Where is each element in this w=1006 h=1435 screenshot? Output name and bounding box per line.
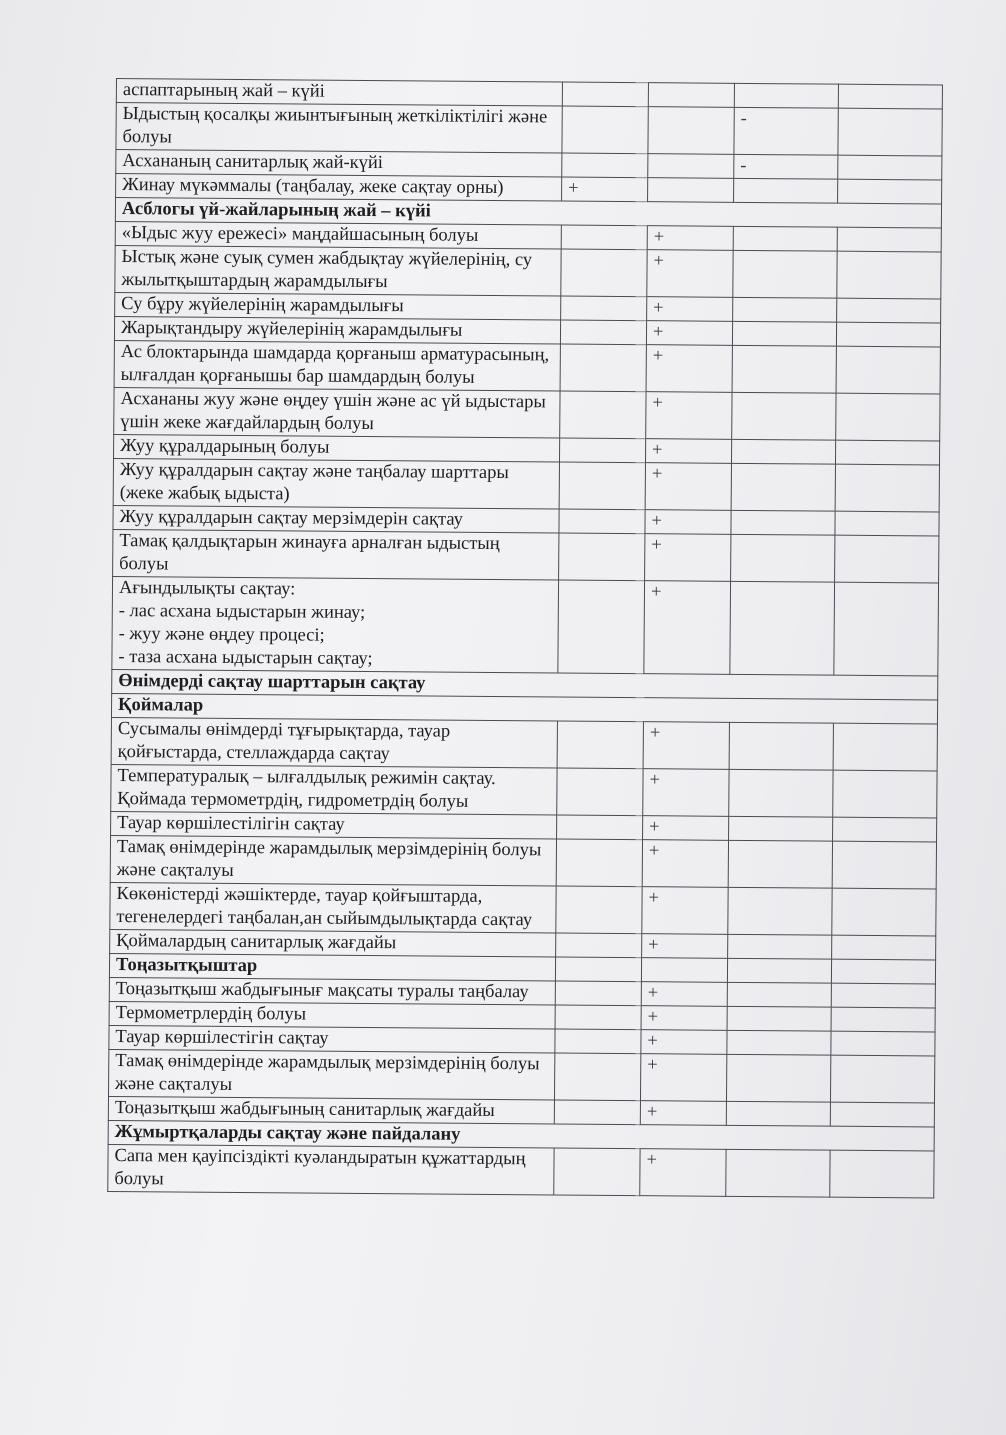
mark-cell-1 <box>555 1005 641 1030</box>
mark-cell-3 <box>728 934 832 959</box>
mark-cell-1 <box>562 106 648 154</box>
criterion-label: Су бұру жүйелерінің жарамдылығы <box>115 292 561 320</box>
mark-cell-1: + <box>562 177 648 202</box>
mark-cell-1 <box>555 957 641 982</box>
mark-cell-4 <box>832 888 936 936</box>
mark-cell-2: + <box>641 1030 727 1055</box>
section-title: Жұмыртқаларды сақтау және пайдалану <box>108 1120 934 1150</box>
mark-cell-4 <box>832 935 936 960</box>
mark-cell-2: + <box>646 321 732 346</box>
mark-cell-4 <box>836 346 940 394</box>
mark-cell-1 <box>554 1148 640 1196</box>
mark-cell-2 <box>648 178 734 203</box>
mark-cell-2: + <box>642 840 728 888</box>
criterion-label: Жуу құралдарын сақтау және таңбалау шарттары (жеке жабық ыдыста) <box>113 458 559 509</box>
mark-cell-1 <box>556 839 642 887</box>
criterion-label: Жуу құралдарының болуы <box>114 434 560 462</box>
table-row <box>114 340 940 393</box>
mark-cell-4 <box>830 1102 934 1127</box>
mark-cell-4 <box>837 298 941 323</box>
mark-cell-4 <box>833 723 937 771</box>
criterion-label: «Ыдыс жуу ережесі» маңдайшасының болуы <box>115 221 561 249</box>
criterion-label: Ағындылықты сақтау: - лас асхана ыдыстарын жинау; - жуу және өңдеу процесі; - таза асхана ыдыстарын сақтау; <box>112 576 559 673</box>
mark-cell-2: + <box>642 887 728 935</box>
table-row <box>110 882 936 935</box>
mark-cell-1 <box>559 509 645 534</box>
table-row <box>115 245 941 298</box>
mark-cell-3 <box>730 581 835 675</box>
mark-cell-1 <box>559 462 645 510</box>
mark-cell-1 <box>561 249 647 297</box>
mark-cell-4 <box>835 440 939 465</box>
mark-cell-4 <box>835 464 939 512</box>
mark-cell-2: + <box>645 510 731 535</box>
criterion-label: Қоймалардың санитарлық жағдайы <box>110 929 556 957</box>
mark-cell-3 <box>733 297 837 322</box>
mark-cell-3 <box>729 816 833 841</box>
mark-cell-1 <box>561 225 647 250</box>
criterion-label: Термометрлердің болуы <box>109 1001 555 1029</box>
mark-cell-3 <box>732 392 836 440</box>
mark-cell-2: + <box>642 934 728 959</box>
mark-cell-1 <box>560 344 646 392</box>
section-title: Асблогы үй-жайларының жай – күйі <box>115 198 941 228</box>
criterion-label: Тамақ өнімдерінде жарамдылық мерзімдерінің болуы және сақталуы <box>110 835 556 886</box>
mark-cell-3 <box>733 226 837 251</box>
mark-cell-1 <box>559 533 645 581</box>
mark-cell-2 <box>648 107 734 155</box>
table-row <box>114 387 940 440</box>
mark-cell-1 <box>558 580 645 674</box>
mark-cell-2: + <box>647 250 733 298</box>
criterion-label: Көкөністерді жәшіктерде, тауар қойғыштарда, тегенелердегі таңбалан,ан сыйымдылықтарда сақтау <box>110 882 556 933</box>
mark-cell-1 <box>555 1029 641 1054</box>
mark-cell-1 <box>560 391 646 439</box>
criterion-label: Ас блоктарында шамдарда қорғаныш арматурасының, ылғалдан қорғанышы бар шамдардың болуы <box>114 340 560 391</box>
mark-cell-3 <box>733 250 837 298</box>
mark-cell-1 <box>554 1053 640 1101</box>
mark-cell-3 <box>732 345 836 393</box>
table-row <box>108 1144 934 1197</box>
criterion-label: Жарықтандыру жүйелерінің жарамдылығы <box>114 316 560 344</box>
mark-cell-2: + <box>647 226 733 251</box>
mark-cell-1 <box>555 981 641 1006</box>
mark-cell-1 <box>560 320 646 345</box>
mark-cell-2: + <box>643 816 729 841</box>
mark-cell-3 <box>727 1030 831 1055</box>
mark-cell-3 <box>734 178 838 203</box>
mark-cell-1 <box>557 721 643 769</box>
mark-cell-4 <box>831 1031 935 1056</box>
criterion-label: Тауар көршілестігін сақтау <box>109 1025 555 1053</box>
mark-cell-4 <box>835 511 939 536</box>
mark-cell-2: + <box>647 297 733 322</box>
mark-cell-4 <box>830 1055 934 1103</box>
mark-cell-4 <box>838 84 942 109</box>
table-row <box>113 458 939 511</box>
table-row <box>112 576 939 675</box>
mark-cell-4 <box>837 227 941 252</box>
table-row <box>111 764 937 817</box>
mark-cell-4 <box>831 959 935 984</box>
mark-cell-2: + <box>645 439 731 464</box>
mark-cell-1 <box>562 153 648 178</box>
mark-cell-4 <box>833 817 937 842</box>
mark-cell-3 <box>729 722 833 770</box>
mark-cell-2 <box>648 154 734 179</box>
mark-cell-2: + <box>644 581 731 675</box>
mark-cell-1 <box>556 886 642 934</box>
mark-cell-4 <box>838 108 942 156</box>
mark-cell-4 <box>836 322 940 347</box>
mark-cell-4 <box>830 1150 934 1198</box>
mark-cell-1 <box>557 815 643 840</box>
mark-cell-4 <box>835 535 939 583</box>
criterion-label: Тамақ өнімдерінде жарамдылық мерзімдерінің болуы және сақталуы <box>109 1049 555 1100</box>
mark-cell-1 <box>562 82 648 107</box>
mark-cell-1 <box>559 438 645 463</box>
table-row <box>109 1049 935 1102</box>
mark-cell-2: + <box>643 769 729 817</box>
mark-cell-3 <box>731 534 835 582</box>
mark-cell-4 <box>833 770 937 818</box>
mark-cell-1 <box>557 768 643 816</box>
mark-cell-3: - <box>734 154 838 179</box>
criterion-label: Ыстық және суық сумен жабдықтау жүйелерінің, су жылытқыштардың жарамдылығы <box>115 245 561 296</box>
mark-cell-3 <box>728 887 832 935</box>
section-title: Тоңазытқыштар <box>109 953 555 981</box>
mark-cell-2: + <box>646 392 732 440</box>
mark-cell-3 <box>731 463 835 511</box>
mark-cell-3 <box>726 1101 830 1126</box>
mark-cell-3 <box>727 958 831 983</box>
mark-cell-1 <box>561 296 647 321</box>
criterion-label: Тоңазытқыш жабдығынығ мақсаты туралы таңбалау <box>109 977 555 1005</box>
mark-cell-3 <box>726 1054 830 1102</box>
mark-cell-3 <box>731 439 835 464</box>
mark-cell-4 <box>838 179 942 204</box>
criterion-label: Асхананы жуу және өңдеу үшін және ас үй ыдыстары үшін жеке жағдайлардың болуы <box>114 387 560 438</box>
criterion-label: Ыдыстың қосалқы жиынтығының жеткіліктілігі және болуы <box>116 103 562 154</box>
mark-cell-4 <box>832 841 936 889</box>
mark-cell-3 <box>729 769 833 817</box>
section-title: Өнімдерді сақтау шарттарын сақтау <box>112 669 938 699</box>
mark-cell-2 <box>641 958 727 983</box>
table-row <box>116 103 942 156</box>
mark-cell-4 <box>836 393 940 441</box>
mark-cell-3 <box>734 83 838 108</box>
mark-cell-4 <box>831 983 935 1008</box>
criterion-label: Температуралық – ылғалдылық режимін сақтау. Қоймада термометрдің, гидрометрдің болуы <box>111 764 557 815</box>
mark-cell-2: + <box>641 982 727 1007</box>
criterion-label: Асхананың санитарлық жай-күйі <box>116 150 562 178</box>
mark-cell-2 <box>648 83 734 108</box>
criterion-label: Жуу құралдарын сақтау мерзімдерін сақтау <box>113 505 559 533</box>
mark-cell-1 <box>556 933 642 958</box>
mark-cell-2: + <box>645 463 731 511</box>
mark-cell-3 <box>727 1006 831 1031</box>
criterion-label: Сусымалы өнімдерді тұғырықтарда, тауар қойғыстарда, стеллаждарда сақтау <box>111 717 557 768</box>
mark-cell-3 <box>726 1149 830 1197</box>
mark-cell-3 <box>728 840 832 888</box>
mark-cell-3 <box>731 510 835 535</box>
mark-cell-2: + <box>641 1006 727 1031</box>
mark-cell-2: + <box>645 534 731 582</box>
checklist-body <box>108 79 943 1198</box>
mark-cell-4 <box>831 1007 935 1032</box>
mark-cell-4 <box>837 251 941 299</box>
mark-cell-4 <box>834 582 939 676</box>
mark-cell-2: + <box>643 722 729 770</box>
criterion-label: аспаптарының жай – күйі <box>116 79 562 107</box>
mark-cell-4 <box>838 155 942 180</box>
criterion-label: Жинау мүкәммалы (таңбалау, жеке сақтау орны) <box>116 174 562 202</box>
mark-cell-2: + <box>640 1149 726 1197</box>
checklist-table <box>107 78 943 1198</box>
criterion-label: Сапа мен қауіпсіздікті куәландыратын құжаттардың болуы <box>108 1144 554 1195</box>
section-title: Қоймалар <box>111 693 937 723</box>
mark-cell-2: + <box>646 345 732 393</box>
mark-cell-3 <box>732 321 836 346</box>
table-row <box>111 717 937 770</box>
table-row <box>113 529 939 582</box>
mark-cell-2: + <box>640 1054 726 1102</box>
mark-cell-3: - <box>734 107 838 155</box>
mark-cell-2: + <box>640 1101 726 1126</box>
table-row <box>110 835 936 888</box>
criterion-label: Тамақ қалдықтарын жинауға арналған ыдыстың болуы <box>113 529 559 580</box>
criterion-label: Тоңазытқыш жабдығының санитарлық жағдайы <box>108 1096 554 1124</box>
mark-cell-1 <box>554 1100 640 1125</box>
criterion-label: Тауар көршілестілігін сақтау <box>111 811 557 839</box>
mark-cell-3 <box>727 982 831 1007</box>
